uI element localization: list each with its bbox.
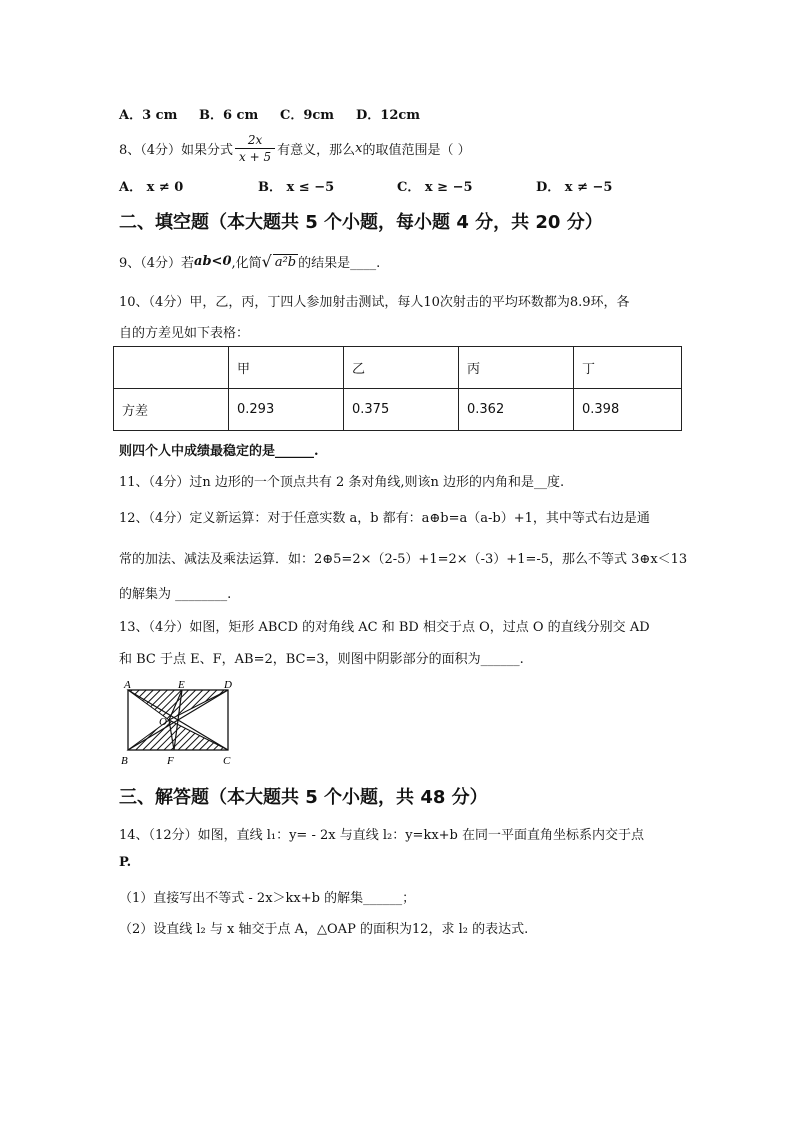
q7-option-c: C．9cm [280,108,335,123]
table-cell: 0.293 [229,389,344,431]
sqrt-icon: √ [261,252,272,271]
table-header-cell: 丁 [574,347,682,389]
table-cell: 0.375 [344,389,459,431]
q7-option-b: B．6 cm [199,108,259,123]
q13-line-2: 和 BC 于点 E、F，AB=2，BC=3，则图中阴影部分的面积为______. [119,652,524,667]
q9-condition: ab<0 [194,254,232,269]
q8-fraction-numerator: 2x [235,132,275,149]
q14-line-2: P. [119,855,132,870]
table-header-cell: 丙 [459,347,574,389]
q9-prefix: 9、（4分）若 [119,256,195,271]
label-d: D [224,679,232,691]
table-cell: 0.398 [574,389,682,431]
section-3-title: 三、解答题（本大题共 5 个小题，共 48 分） [119,787,488,808]
q14-part-2: （2）设直线 l₂ 与 x 轴交于点 A，△OAP 的面积为12，求 l₂ 的表达式. [119,922,529,937]
q12-line-1: 12、（4分）定义新运算：对于任意实数 a，b 都有：a⊕b=a（a-b）+1，其中等式右边是通 [119,511,650,526]
q8-stem [119,130,471,166]
label-a: A [124,679,131,691]
table-header-cell [114,347,229,389]
label-e: E [178,679,185,691]
q8-option-b: B． x ≤ −5 [258,180,335,195]
q8-option-c: C． x ≥ −5 [397,180,473,195]
q8-suffix-a: 有意义，那么 [277,142,356,158]
q14-part-1: （1）直接写出不等式 - 2x＞kx+b 的解集______； [119,891,416,906]
q7-option-a: A．3 cm [119,108,178,123]
section-2-title: 二、填空题（本大题共 5 个小题，每小题 4 分，共 20 分） [119,212,603,233]
q9-radicand: a²b [274,254,297,270]
table-row [114,389,682,431]
table-cell: 方差 [114,389,229,431]
q8-option-a: A． x ≠ 0 [119,180,184,195]
q8-fraction [235,132,275,165]
q10-line-1: 10、（4分）甲，乙，丙，丁四人参加射击测试，每人10次射击的平均环数都为8.9环，各 [119,295,630,310]
rectangle-figure [112,674,242,770]
q8-variable: x [355,140,363,156]
q9-suffix: 的结果是____. [298,256,381,271]
table-cell: 0.362 [459,389,574,431]
q10-line-2: 自的方差见如下表格： [119,326,250,341]
q10-after: 则四个人中成绩最稳定的是______. [119,444,319,459]
q14-line-1: 14、（12分）如图，直线 l₁：y= - 2x 与直线 l₂：y=kx+b 在同一平面直角坐标系内交于点 [119,828,645,843]
q8-fraction-denominator: x + 5 [239,149,272,164]
q13-line-1: 13、（4分）如图，矩形 ABCD 的对角线 AC 和 BD 相交于点 O，过点 O 的直线分别交 AD [119,620,650,635]
q8-option-d: D． x ≠ −5 [536,180,613,195]
label-b: B [121,755,128,767]
q8-prefix: 8、（4分）如果分式 [119,142,234,158]
table-header-cell: 乙 [344,347,459,389]
label-f: F [167,755,174,767]
table-header-row [114,347,682,389]
q8-suffix-b: 的取值范围是（ ） [362,142,471,158]
label-c: C [223,755,231,767]
q12-line-2: 常的加法、减法及乘法运算．如：2⊕5=2×（2-5）+1=2×（-3）+1=-5，那么不等式 3⊕x＜13 [119,552,688,567]
variance-table [113,346,682,431]
q7-option-d: D．12cm [356,108,421,123]
q9-stem [119,252,380,271]
q11-stem: 11、（4分）过n 边形的一个顶点共有 2 条对角线,则该n 边形的内角和是__度. [119,475,565,490]
label-o: O [159,716,167,728]
table-header-cell: 甲 [229,347,344,389]
q12-line-3: 的解集为 ________. [119,587,232,602]
q9-mid: ,化简 [231,256,262,271]
